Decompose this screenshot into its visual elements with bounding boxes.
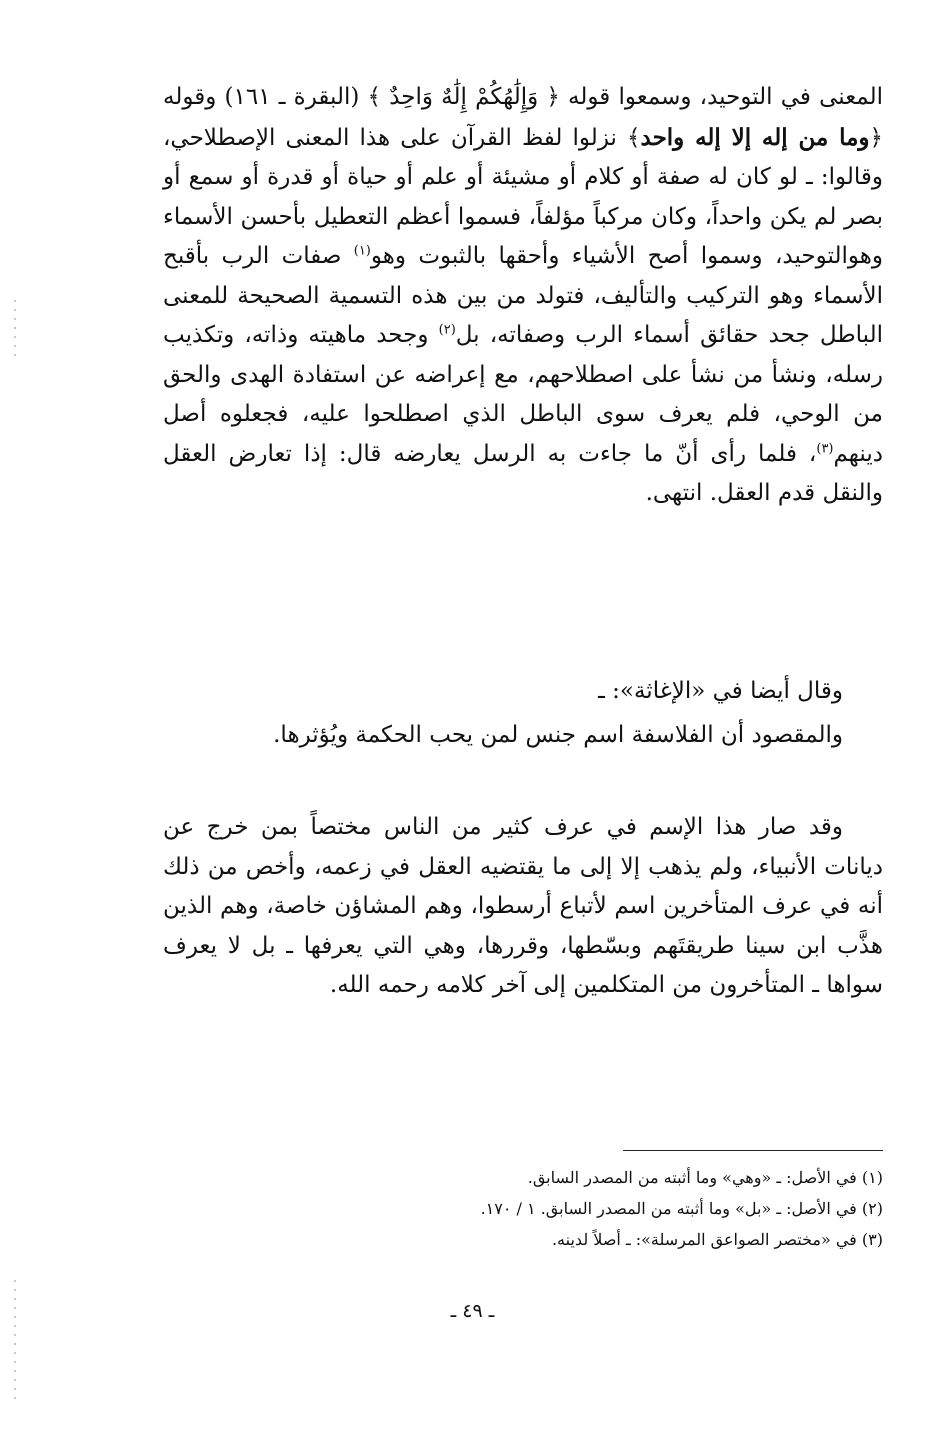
footnote-ref-2: (٢) [438, 322, 456, 338]
paragraph-text: والمقصود أن الفلاسفة اسم جنس لمن يحب الحكمة ويُؤثرها. [273, 722, 843, 748]
scan-edge-marks [14, 1280, 16, 1400]
footnote-ref-3: (٣) [816, 441, 834, 457]
paragraph-text [163, 78, 883, 514]
footnotes [163, 1162, 883, 1256]
page-number: ـ ٤٩ ـ [450, 1300, 495, 1322]
text-run: ، فلما رأى أنّ ما جاءت به الرسل يعارضه قال: إذا تعارض العقل والنقل قدم العقل. انتهى. [163, 440, 883, 507]
quran-quote: وما من إله إلا إله واحد [640, 123, 870, 151]
footnote-3: (٣) في «مختصر الصواعق المرسلة»: ـ أصلاً لدينه. [551, 1230, 883, 1250]
quote-paragraph [163, 716, 883, 756]
scan-edge-marks [14, 300, 16, 360]
text-run: المعنى في التوحيد، وسمعوا قوله ﴿ وَإِلَٰهُكُمْ إِلَٰهٌ وَاحِدٌ ﴾ (البقرة ـ ١٦١) وقوله ﴿ [163, 84, 883, 151]
quote-paragraph-continued [163, 808, 883, 1006]
text-run: ﴾ نزلوا لفظ القرآن على هذا المعنى الإصطلاحي، وقالوا: ـ لو كان له صفة أو كلام أو مشيئة أو علم أو حياة أو قدرة أو سمع أو بصر لم يكن واحداً، وكان مركباً مؤلفاً، فسموا أعظم التعطيل بأحسن الأسماء وهوالتوحيد، وسموا أصح الأشياء وأحقها بالثبوت وهو [163, 124, 883, 270]
paragraph-text: وقد صار هذا الإسم في عرف كثير من الناس مختصاً بمن خرج عن ديانات الأنبياء، ولم يذهب إلا إلى ما يقتضيه العقل في زعمه، وأخص من ذلك أنه في عرف المتأخرين اسم لأتباع أرسطوا، وهم المشاؤن خاصة، وهم الذين هذَّب ابن سينا طريقتَهم وبسّطها، وقررها، وهي التي يعرفها ـ بل لا يعرف سواها ـ المتأخرون من المتكلمين إلى آخر كلامه رحمه الله. [163, 814, 883, 999]
footnote-2: (٢) في الأصل: ـ «بل» وما أثبته من المصدر السابق. ١ / ١٧٠. [480, 1199, 883, 1219]
paragraph-text: وقال أيضا في «الإغاثة»: ـ [598, 678, 843, 704]
text-run: صفات الرب بأقبح الأسماء وهو التركيب والتأليف، فتولد من بين هذه التسمية الصحيحة للمعنى الباطل جحد حقائق أسماء الرب وصفاته، بل [163, 243, 884, 349]
main-paragraph [163, 78, 883, 514]
footnote-divider [623, 1150, 883, 1151]
text-run: وجحد ماهيته وذاته، وتكذيب رسله، ونشأ من نشأ على اصطلاحهم، مع إعراضه عن استفادة الهدى والحق من الوحي، فلم يعرف سوى الباطل الذي اصطلحوا عليه، فجعلوه أصل دينهم [163, 322, 883, 467]
footnote-ref-1: (١) [353, 243, 371, 259]
footnote-1: (١) في الأصل: ـ «وهي» وما أثبته من المصدر السابق. [527, 1168, 883, 1187]
quote-intro [163, 672, 883, 712]
